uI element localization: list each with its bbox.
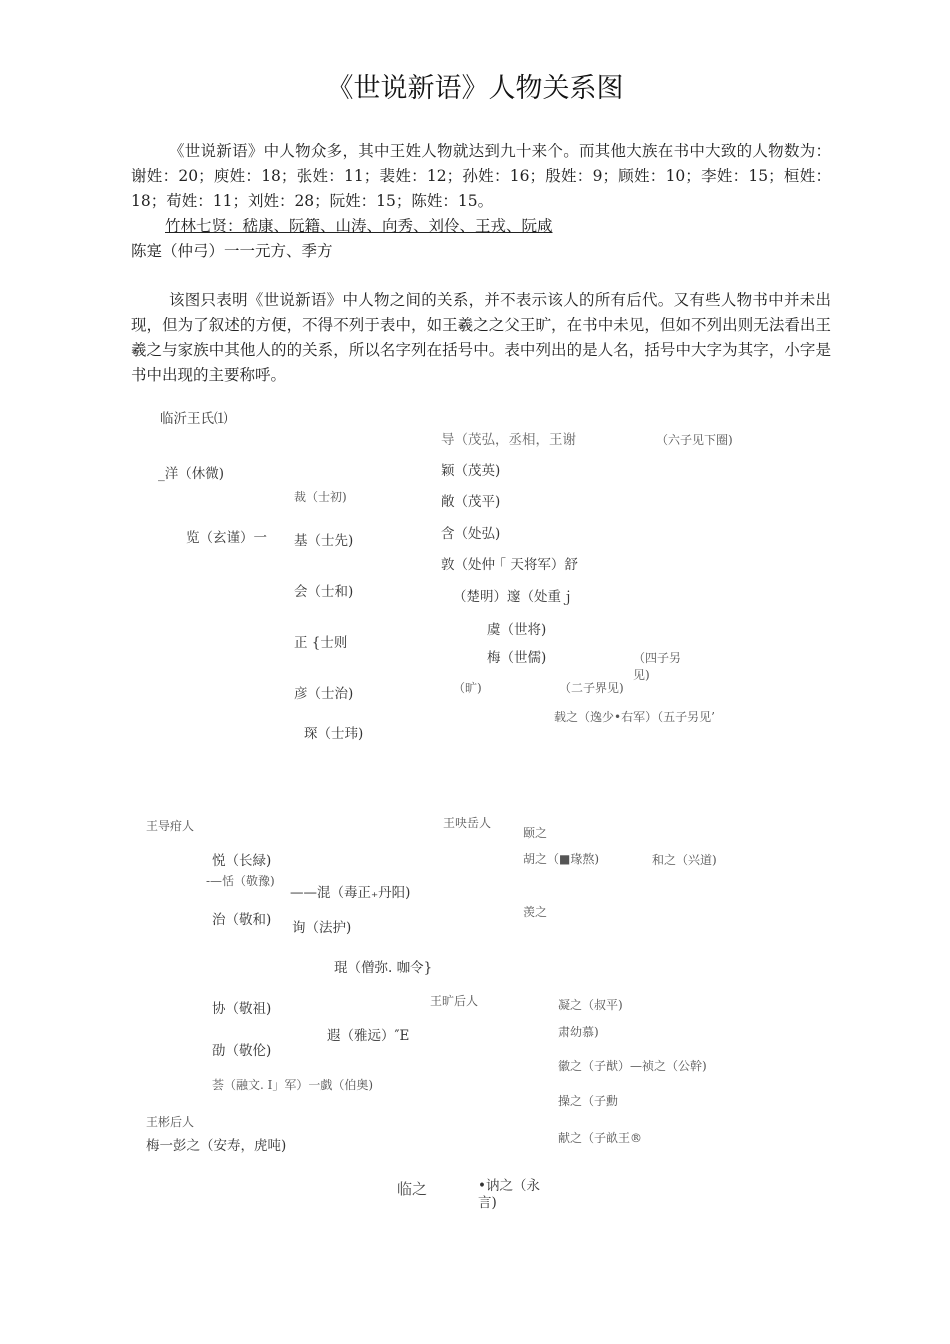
- chart-header: 临沂王氏⑴: [160, 411, 228, 427]
- node-dao: 导（茂弘，丞相，王谢: [441, 432, 576, 448]
- node-caozhi: 操之（子勳: [558, 1094, 619, 1108]
- node-xie: 协（敬祖): [212, 1001, 272, 1017]
- label-dao-descendants: 王导疳人: [146, 819, 195, 833]
- node-kuang: （旷): [453, 681, 482, 695]
- node-nazhi: •讷之（永言): [478, 1178, 540, 1211]
- label-kuang-descendants: 王旷后人: [430, 994, 479, 1008]
- node-xun: 询（法护): [292, 920, 352, 936]
- node-mei: 梅（世儒): [487, 650, 547, 666]
- node-zhi: 治（敬和): [212, 912, 272, 928]
- label-bin-descendants: 王彬后人: [146, 1115, 195, 1129]
- node-linzhi: 临之: [397, 1180, 428, 1198]
- node-yang: _洋（休微): [158, 466, 225, 482]
- label-yi-descendants: 王吷岳人: [443, 816, 492, 830]
- node-meipeng: 梅一彭之（安寿，虎吨): [146, 1138, 287, 1154]
- node-dao-note: （六子见下圈): [656, 433, 733, 447]
- node-ying: 颖（茂英): [441, 463, 501, 479]
- node-yan: 彦（士治): [294, 686, 354, 702]
- node-chen: 琛（士玮): [304, 726, 364, 742]
- node-xianzhi-2: 献之（子畝王®: [558, 1131, 643, 1145]
- node-sui: （楚明）邃（处重ｊ: [453, 589, 575, 605]
- node-lan: 览（玄谨）一: [186, 530, 267, 546]
- node-guzhi: 颐之: [523, 826, 548, 840]
- intro-paragraph: 《世说新语》中人物众多，其中王姓人物就达到九十来个。而其他大族在书中大致的人物数为：谢姓：20；庾姓：18；张姓：11；裴姓：12；孙姓：16；殷姓：9；顾姓：10；李姓：15；桓姓：18；荀姓：11；刘姓：28；阮姓：15；陈姓：15。: [131, 142, 831, 210]
- node-yu: 虞（世将): [487, 622, 547, 638]
- node-chang: 敞（茂平): [441, 494, 501, 510]
- node-zaizhi: 载之（逸少•右军）（五子另见’: [554, 710, 715, 724]
- bamboo-seven-sages: 竹林七贤：嵇康、阮籍、山涛、向秀、刘伶、王戎、阮咸: [165, 217, 553, 235]
- node-xianzhi: 羡之: [523, 905, 548, 919]
- node-hezhi: 和之（兴道): [652, 853, 717, 867]
- node-hun: ——混（毒正₊丹阳): [290, 885, 411, 901]
- node-zheng: 正 {士则: [294, 635, 348, 651]
- node-hui-2: 荟（融文. Ⅰ」军）一戯（伯奥): [212, 1078, 374, 1092]
- node-kuang-note: （二子界见): [559, 681, 624, 695]
- node-huzhi: 胡之（■瑑熬): [523, 852, 600, 866]
- page-title: 《世说新语》人物关系图: [326, 73, 624, 104]
- node-tian: -—恬（敬豫): [206, 874, 275, 888]
- node-dun: 敦（处仲 ｢ 天将军）舒: [441, 557, 578, 573]
- chen-shi-line: 陈寔（仲弓）一一元方、季方: [131, 242, 333, 260]
- node-ningzhi: 凝之（叔平): [558, 998, 623, 1012]
- node-xia: 遐（雅远）″E: [327, 1028, 410, 1044]
- node-shao: 劭（敬伦): [212, 1043, 272, 1059]
- node-ji: 基（士先): [294, 533, 354, 549]
- explanation-paragraph: 该图只表明《世说新语》中人物之间的关系，并不表示该人的所有后代。又有些人物书中并未出现，但为了叙述的方便，不得不列于表中，如王羲之之父王旷，在书中未见，但如不列出则无法看出王羲之与家族中其他人的的关系，所以名字列在括号中。表中列出的是人名，括号中大字为其字，小字是书中出现的主要称呼。: [131, 291, 831, 384]
- node-yue: 悦（长緑): [212, 853, 272, 869]
- node-suzhi: 肃幼慕): [558, 1025, 599, 1039]
- node-min: 琨（僧弥. 咖令}: [334, 960, 433, 976]
- node-hui: 会（士和): [294, 584, 354, 600]
- node-han: 含（处弘): [441, 526, 501, 542]
- node-cai: 裁（士初): [294, 490, 347, 504]
- node-huizhi: 徽之（子猷）—祯之（公幹): [558, 1059, 707, 1073]
- node-mei-note: （四子另见): [633, 651, 682, 682]
